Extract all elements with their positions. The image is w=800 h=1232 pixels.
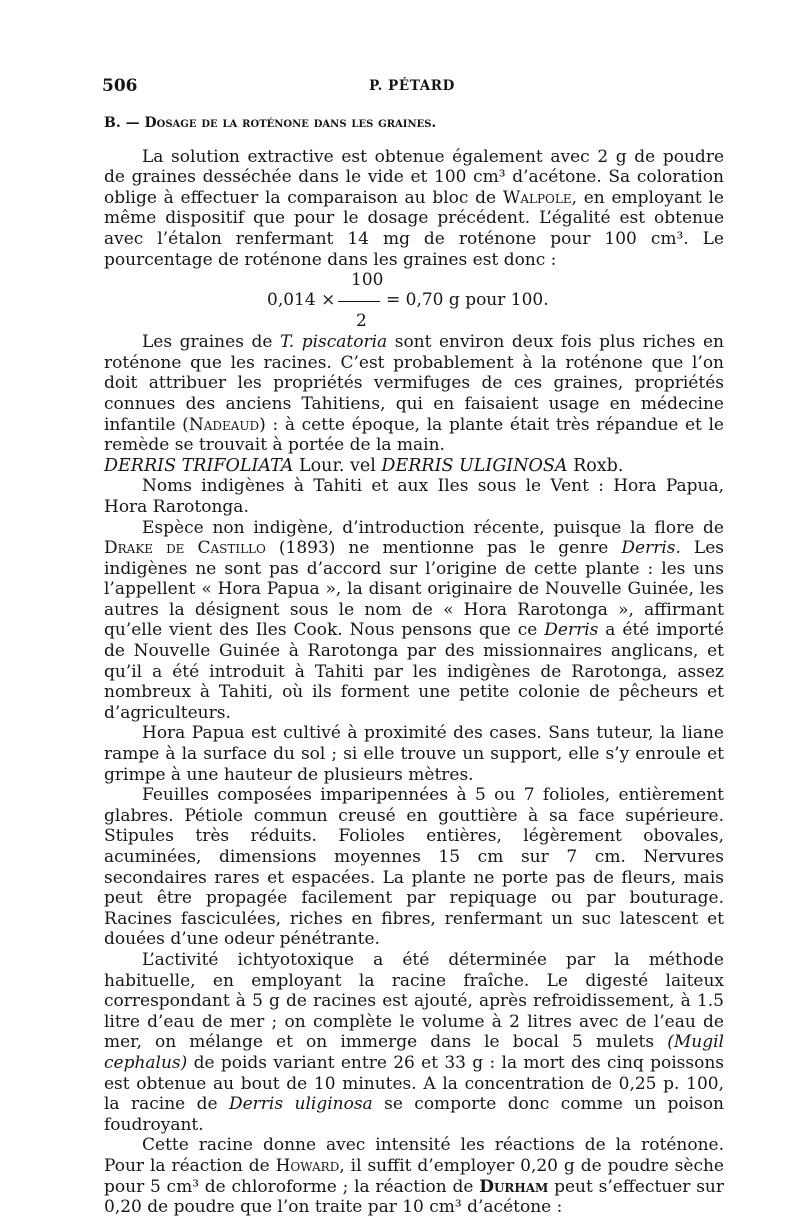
paragraph-text: se comporte donc comme un poison foudroyant. (104, 1094, 724, 1135)
species-name: (Mugil cephalus) (104, 1032, 724, 1073)
paragraph-espece (104, 518, 724, 724)
fraction-bar (338, 301, 380, 302)
paragraph-text: Les graines de (142, 332, 280, 353)
paragraph-noms: Noms indigènes à Tahiti et aux Iles sous le Vent : Hora Papua, Hora Rarotonga. (104, 476, 724, 517)
author-name: Howard (275, 1155, 340, 1176)
paragraph-text: ) : à cette époque, la plante était très répandue et le remède se trouvait à portée de la main. (104, 414, 724, 456)
author-name: Durham (479, 1176, 549, 1197)
paragraph-text: , en employant le même dispositif que pour le dosage précédent. L’égalité est obtenue avec l’étalon renfermant 14 mg de roténone pour 100 cm³. Le pourcentage de roténone dans les graines est donc : (104, 187, 724, 270)
paragraph-text: de poids variant entre 26 et 33 g : la mort des cinq poissons est obtenue au bout de 10 minutes. A la concentration de 0,25 p. 100, la racine de (104, 1052, 724, 1115)
genus-name: Derris (544, 620, 599, 641)
author-name: Walpole (502, 187, 572, 208)
paragraph-graines (104, 332, 724, 456)
section-label: B. — (104, 115, 145, 131)
author-name: Drake de Castillo (104, 538, 266, 559)
species-authority: Lour. vel (293, 455, 382, 476)
species-name: Derris uliginosa (228, 1094, 373, 1115)
section-heading (104, 113, 724, 134)
page-number: 506 (102, 76, 138, 96)
author-name: Nadeaud (188, 414, 260, 435)
paragraph-text: Espèce non indigène, d’introduction récente, puisque la flore de (142, 517, 724, 538)
paragraph-text: Les indigènes ne sont pas d’accord sur l’origine de cette plante : les uns l’appellent « Hora Papua », la disant originaire de Nouvelle Guinée, les autres la désignent sous le nom de « Hora Rarotonga », affirmant qu’elle vient des Iles Cook. Nous pensons que ce (104, 538, 724, 641)
paragraph-text: Cette racine donne avec intensité les réactions de la roténone. Pour la réaction de (104, 1135, 724, 1176)
section-title: Dosage de la roténone dans les graines. (144, 115, 437, 131)
page-body (104, 113, 724, 1218)
formula-left: 0,014 × (267, 290, 336, 311)
paragraph-text: , il suffit d’employer 0,20 g de poudre sèche pour 5 cm³ de chloroforme ; la réaction de (104, 1155, 724, 1197)
species-name: DERRIS TRIFOLIATA (104, 455, 294, 476)
species-heading (104, 456, 724, 477)
paragraph-reactions (104, 1135, 724, 1217)
paragraph-text: peut s’effectuer sur 0,20 de poudre que l’on traite par 10 cm³ d’acétone : (104, 1176, 724, 1218)
paragraph-text: a été importé de Nouvelle Guinée à Rarotonga par des missionnaires anglicans, et qu’il a été introduit à Tahiti par les indigènes de Rarotonga, assez nombreux à Tahiti, où ils forment une petite colonie de pêcheurs et d’agriculteurs. (104, 620, 724, 723)
paragraph-feuilles: Feuilles composées imparipennées à 5 ou 7 folioles, entièrement glabres. Pétiole commun creusé en gouttière à sa face supérieure. Stipules très réduits. Folioles entières, légèrement obovales, acuminées, dimensions moyennes 15 cm sur 7 cm. Nervures secondaires rares et espacées. La plante ne porte pas de fleurs, mais peut être propagée facilement par repiquage ou par bouturage. Racines fasciculées, riches en fibres, renfermant un suc latescent et douées d’une odeur pénétrante. (104, 785, 724, 950)
species-name: DERRIS ULIGINOSA (381, 455, 568, 476)
formula (104, 270, 724, 332)
species-authority: Roxb. (567, 455, 624, 476)
paragraph-extraction (104, 147, 724, 271)
paragraph-text: (1893) ne mentionne pas le genre (265, 538, 622, 559)
paragraph-activite (104, 950, 724, 1135)
paragraph-culture: Hora Papua est cultivé à proximité des cases. Sans tuteur, la liane rampe à la surface du sol ; si elle trouve un support, elle s’y enroule et grimpe à une hauteur de plusieurs mètres. (104, 723, 724, 785)
formula-numerator: 100 (351, 270, 384, 291)
formula-denominator: 2 (356, 311, 367, 332)
paragraph-text: sont environ deux fois plus riches en roténone que les racines. C’est probablement à la roténone que l’on doit attribuer les propriétés vermifuges de ces graines, propriétés connues des anciens Tahitiens, qui en faisaient usage en médecine infantile ( (104, 332, 724, 435)
genus-name: Derris. (621, 538, 681, 559)
paragraph-text: La solution extractive est obtenue également avec 2 g de poudre de graines desséchée dans le vide et 100 cm³ d’acétone. Sa coloration oblige à effectuer la comparaison au bloc de (104, 146, 724, 208)
paragraph-text: L’activité ichtyotoxique a été déterminée par la méthode habituelle, en employant la racine fraîche. Le digesté laiteux correspondant à 5 g de racines est ajouté, après refroidissement, à 1.5 litre d’eau de mer ; on complète le volume à 2 litres avec de l’eau de mer, on mélange et on immerge dans le bocal 5 mulets (104, 949, 724, 1053)
running-head: P. PÉTARD (369, 78, 455, 94)
formula-result: = 0,70 g pour 100. (386, 290, 549, 311)
page-header (102, 76, 722, 100)
species-name: T. piscatoria (279, 332, 388, 353)
